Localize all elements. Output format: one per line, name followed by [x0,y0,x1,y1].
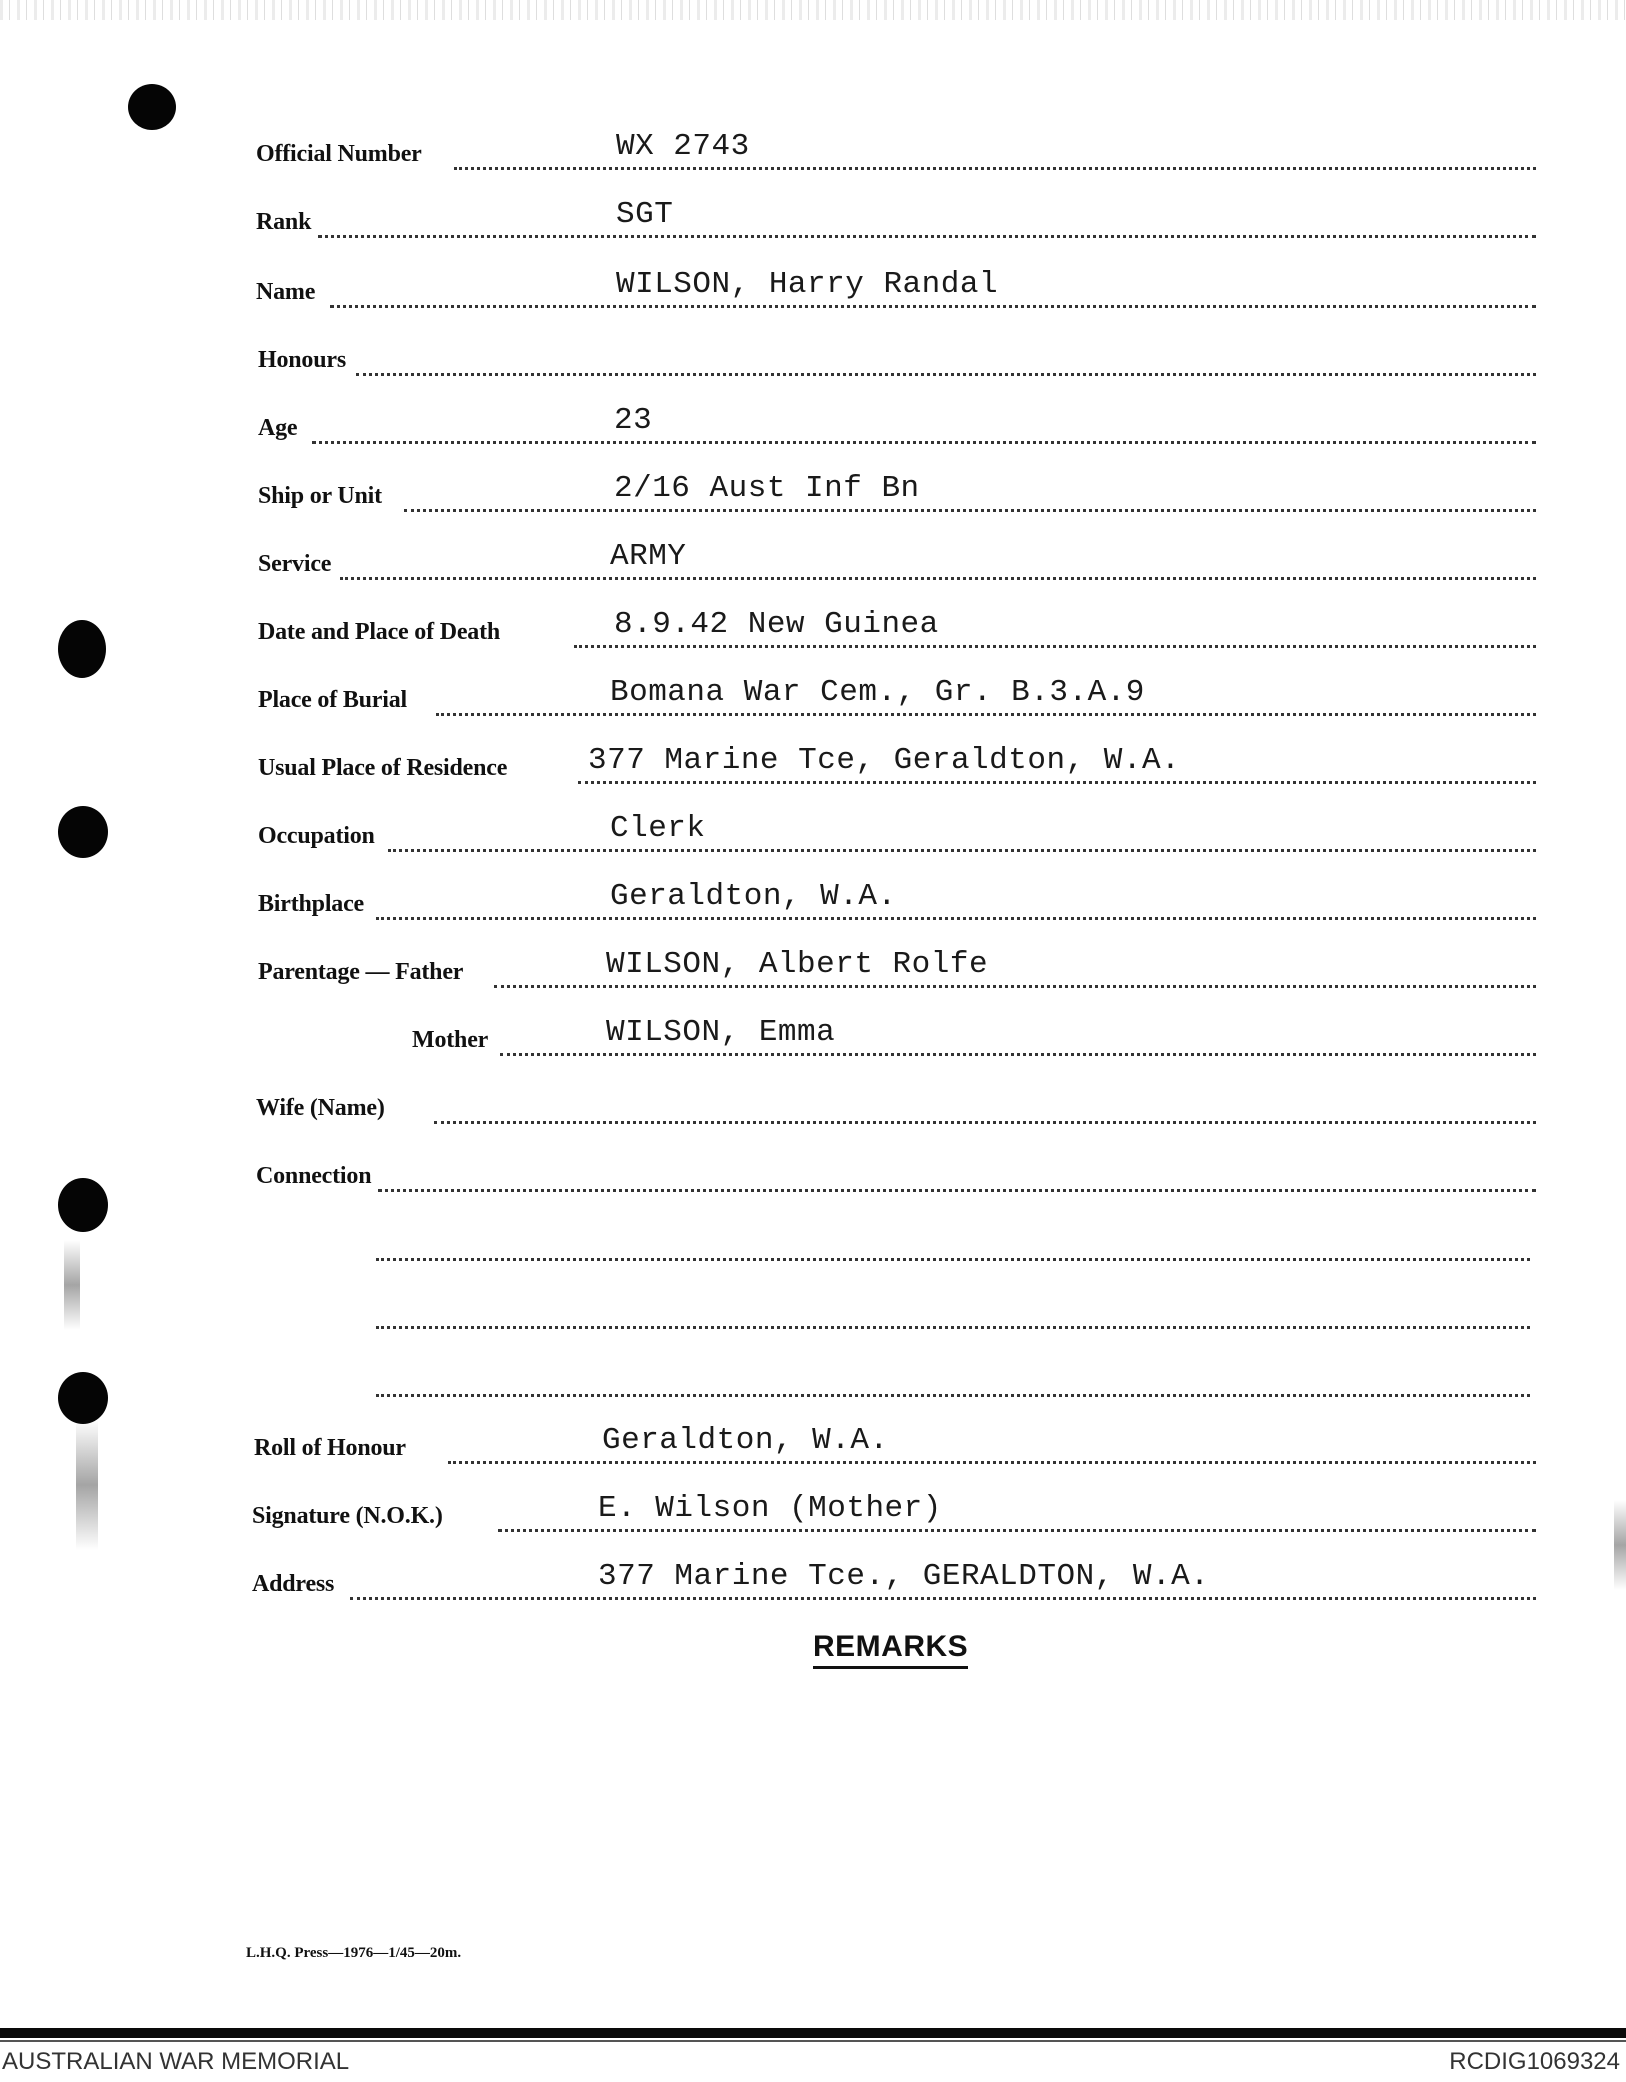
field-row-signature-nok [0,1491,1626,1540]
field-label-usual-residence: Usual Place of Residence [258,755,508,781]
field-label-address: Address [252,1571,335,1597]
field-label-service: Service [258,551,332,577]
field-leader-dots [404,509,1536,512]
field-row-address [0,1559,1626,1608]
field-row-parentage-father [0,947,1626,996]
field-leader-dots [350,1597,1536,1600]
punch-hole [58,1372,108,1424]
field-label-ship-or-unit: Ship or Unit [258,483,382,509]
scan-smear [64,1240,80,1330]
field-label-roll-of-honour: Roll of Honour [254,1435,406,1461]
field-row-rank [0,197,1626,246]
field-row-occupation [0,811,1626,860]
field-value-parentage-father: WILSON, Albert Rolfe [606,947,989,982]
field-value-occupation: Clerk [610,811,706,846]
field-label-occupation: Occupation [258,823,375,849]
field-value-age: 23 [614,403,653,438]
field-label-parentage-father: Parentage — Father [258,959,464,985]
remarks-heading: REMARKS [813,1630,968,1669]
field-label-age: Age [258,415,298,441]
field-row-wife-name [0,1086,1626,1132]
field-leader-dots [318,235,1536,238]
field-value-service: ARMY [610,539,687,574]
field-leader-dots [340,577,1536,580]
blank-dotted-line [376,1258,1530,1261]
field-leader-dots [330,305,1536,308]
field-row-connection [0,1154,1626,1200]
field-leader-dots [500,1053,1536,1056]
field-label-honours: Honours [258,347,346,373]
field-value-mother: WILSON, Emma [606,1015,836,1050]
field-label-place-of-burial: Place of Burial [258,687,407,713]
field-label-signature-nok: Signature (N.O.K.) [252,1503,443,1529]
field-label-date-place-death: Date and Place of Death [258,619,501,645]
field-leader-dots [574,645,1536,648]
field-leader-dots [356,373,1536,376]
field-row-birthplace [0,879,1626,928]
field-leader-dots [312,441,1536,444]
field-row-honours [0,338,1626,384]
field-label-mother: Mother [412,1027,489,1053]
bottom-rule [0,2028,1626,2038]
field-row-roll-of-honour [0,1423,1626,1472]
printer-imprint: L.H.Q. Press—1976—1/45—20m. [246,1945,462,1961]
field-label-official-number: Official Number [256,141,422,167]
field-leader-dots [498,1529,1536,1532]
field-leader-dots [454,167,1536,170]
bottom-thin-rule [0,2040,1626,2042]
field-row-official-number [0,129,1626,178]
field-leader-dots [494,985,1536,988]
field-leader-dots [376,917,1536,920]
field-value-birthplace: Geraldton, W.A. [610,879,897,914]
field-value-place-of-burial: Bomana War Cem., Gr. B.3.A.9 [610,675,1145,710]
field-row-ship-or-unit [0,471,1626,520]
blank-dotted-line [376,1326,1530,1329]
field-value-official-number: WX 2743 [616,129,750,164]
field-value-rank: SGT [616,197,674,232]
field-row-service [0,539,1626,588]
field-label-wife-name: Wife (Name) [256,1095,385,1121]
field-value-date-place-death: 8.9.42 New Guinea [614,607,939,642]
field-label-connection: Connection [256,1163,372,1189]
field-value-ship-or-unit: 2/16 Aust Inf Bn [614,471,920,506]
field-leader-dots [434,1121,1536,1124]
field-row-age [0,403,1626,452]
punch-hole [128,84,176,130]
field-leader-dots [388,849,1536,852]
field-value-usual-residence: 377 Marine Tce, Geraldton, W.A. [588,743,1181,778]
field-value-signature-nok: E. Wilson (Mother) [598,1491,942,1526]
field-value-address: 377 Marine Tce., GERALDTON, W.A. [598,1559,1210,1594]
blank-dotted-line [376,1394,1530,1397]
field-label-name: Name [256,279,316,305]
field-leader-dots [448,1461,1536,1464]
field-leader-dots [378,1189,1536,1192]
field-leader-dots [436,713,1536,716]
footer-reference-id: RCDIG1069324 [1449,2048,1620,2075]
field-row-place-of-burial [0,675,1626,724]
scan-top-edge [0,0,1626,20]
field-row-date-place-death [0,607,1626,656]
footer-institution: AUSTRALIAN WAR MEMORIAL [2,2048,350,2075]
field-value-name: WILSON, Harry Randal [616,267,999,302]
field-row-mother [0,1015,1626,1064]
field-value-roll-of-honour: Geraldton, W.A. [602,1423,889,1458]
field-leader-dots [578,781,1536,784]
field-label-birthplace: Birthplace [258,891,364,917]
field-label-rank: Rank [256,209,312,235]
field-row-usual-residence [0,743,1626,792]
field-row-name [0,267,1626,316]
